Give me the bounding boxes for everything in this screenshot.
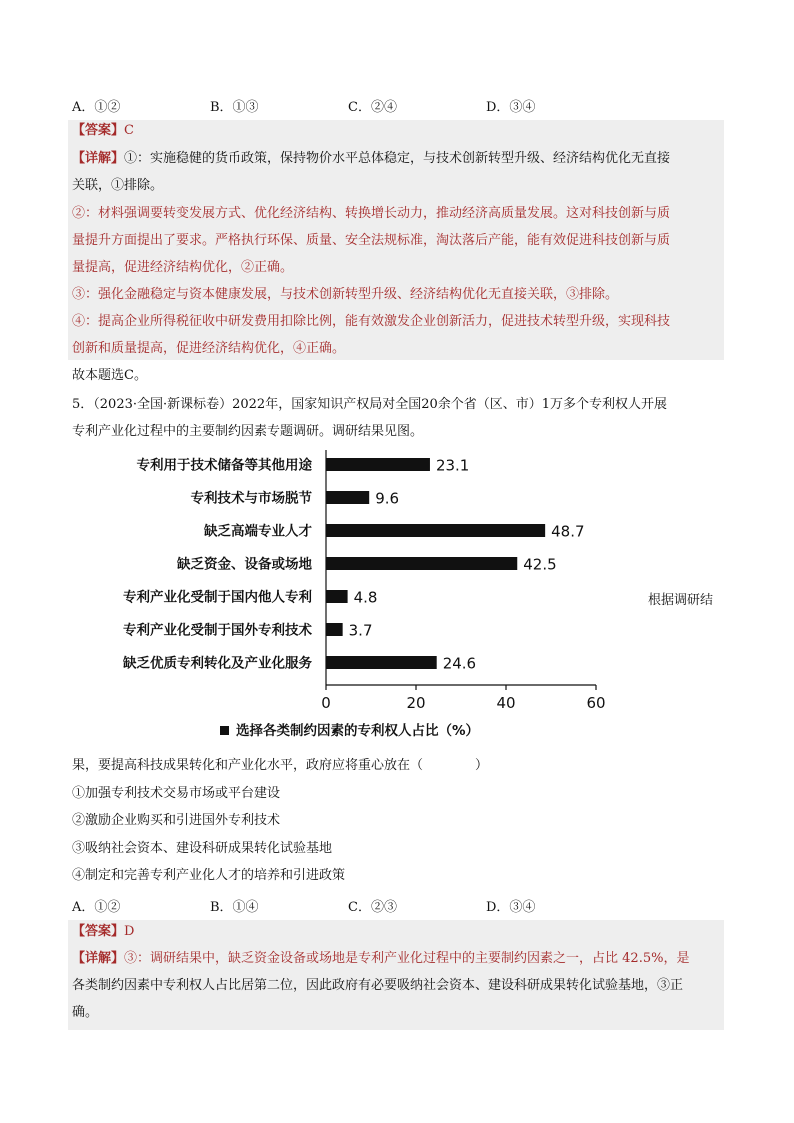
q5-option-d: D．③④ (486, 900, 536, 915)
q4-detail-line-7: ④：提高企业所得税征收中研发费用扣除比例，能有效激发企业创新活力，促进技术转型升级，实现科技 (72, 314, 671, 329)
q5-stem-line-2: 专利产业化过程中的主要制约因素专题调研。调研结果见图。 (72, 424, 424, 439)
category-label: 专利技术与市场脱节 (190, 490, 312, 507)
bar (326, 623, 343, 636)
q5-statement-3: ③吸纳社会资本、建设科研成果转化试验基地 (72, 841, 333, 856)
q5-side-text: 根据调研结 (648, 593, 714, 608)
bar (326, 491, 369, 504)
q5-options (72, 896, 732, 918)
q5-answer-value: D (124, 924, 135, 939)
q5-detail-tag: 【详解】 (72, 951, 125, 966)
q4-answer-value: C (124, 123, 134, 138)
q4-answer-tag: 【答案】 (72, 123, 125, 138)
x-tick-label: 60 (586, 694, 606, 712)
q4-detail-line-8: 创新和质量提高，促进经济结构优化，④正确。 (72, 341, 346, 356)
q5-statement-1: ①加强专利技术交易市场或平台建设 (72, 786, 281, 801)
q5-statement-4: ④制定和完善专利产业化人才的培养和引进政策 (72, 868, 346, 883)
q4-option-b: B．①③ (210, 100, 259, 115)
data-label: 48.7 (551, 522, 585, 541)
x-tick-label: 40 (496, 694, 516, 712)
q4-option-c: C．②④ (348, 100, 397, 115)
legend-swatch (220, 726, 229, 735)
category-label: 缺乏资金、设备或场地 (177, 556, 312, 573)
bar (326, 557, 517, 570)
data-label: 3.7 (348, 621, 373, 640)
category-label: 专利产业化受制于国内他人专利 (123, 589, 312, 606)
q5-stem-continuation: 果，要提高科技成果转化和产业化水平，政府应将重心放在（ ） (72, 758, 489, 773)
q5-option-a: A．①② (72, 900, 121, 915)
x-tick-label: 0 (321, 694, 331, 712)
q5-option-c: C．②③ (348, 900, 397, 915)
bar (326, 458, 430, 471)
data-label: 23.1 (435, 456, 470, 475)
q4-option-a: A．①② (72, 100, 121, 115)
data-label: 4.8 (353, 588, 378, 607)
bar (326, 656, 437, 669)
q4-options (72, 96, 732, 118)
q4-detail-line-6: ③：强化金融稳定与资本健康发展，与技术创新转型升级、经济结构优化无直接关联，③排除。 (72, 287, 619, 302)
data-label: 9.6 (375, 489, 400, 508)
q4-detail-line-1: 【详解】①：实施稳健的货币政策，保持物价水平总体稳定，与技术创新转型升级、经济结构优化无直接 (72, 151, 671, 166)
q5-answer (72, 923, 722, 941)
x-tick-label: 20 (406, 694, 426, 712)
q5-detail-line-2: 各类制约因素中专利权人占比居第二位，因此政府有必要吸纳社会资本、建设科研成果转化试验基地，③正 (72, 978, 684, 993)
q4-conclusion: 故本题选C。 (72, 368, 147, 383)
bar-chart (70, 448, 630, 744)
legend-label: 选择各类制约因素的专利权人占比（%） (236, 723, 480, 739)
data-label: 24.6 (442, 654, 477, 673)
q4-detail-line-5: 量提高，促进经济结构优化，②正确。 (72, 260, 294, 275)
q5-statement-2: ②激励企业购买和引进国外专利技术 (72, 813, 281, 828)
q5-detail-line-3: 确。 (72, 1005, 99, 1020)
q5-stem-line-1: 5．（2023·全国·新课标卷）2022年，国家知识产权局对全国20余个省（区、市）1万多个专利权人开展 (72, 397, 668, 412)
bar (326, 590, 348, 603)
category-label: 专利用于技术储备等其他用途 (136, 457, 312, 474)
category-label: 缺乏高端专业人才 (204, 523, 312, 540)
q4-detail-tag: 【详解】 (72, 151, 125, 166)
bar (326, 524, 545, 537)
data-label: 42.5 (523, 555, 557, 574)
q4-detail-line-4: 量提升方面提出了要求。严格执行环保、质量、安全法规标准，淘汰落后产能，能有效促进科技创新与质 (72, 233, 671, 248)
q4-answer (72, 122, 722, 140)
category-label: 专利产业化受制于国外专利技术 (123, 622, 312, 639)
q4-detail-line-3: ②：材料强调要转变发展方式、优化经济结构、转换增长动力，推动经济高质量发展。这对科技创新与质 (72, 206, 671, 221)
q5-option-b: B．①④ (210, 900, 259, 915)
q5-answer-tag: 【答案】 (72, 924, 125, 939)
category-label: 缺乏优质专利转化及产业化服务 (123, 655, 312, 672)
q4-option-d: D．③④ (486, 100, 536, 115)
q5-detail-line-1: 【详解】③：调研结果中，缺乏资金设备或场地是专利产业化过程中的主要制约因素之一，占比 42.5%，是 (72, 951, 690, 966)
q4-detail-line-2: 关联，①排除。 (72, 178, 164, 193)
